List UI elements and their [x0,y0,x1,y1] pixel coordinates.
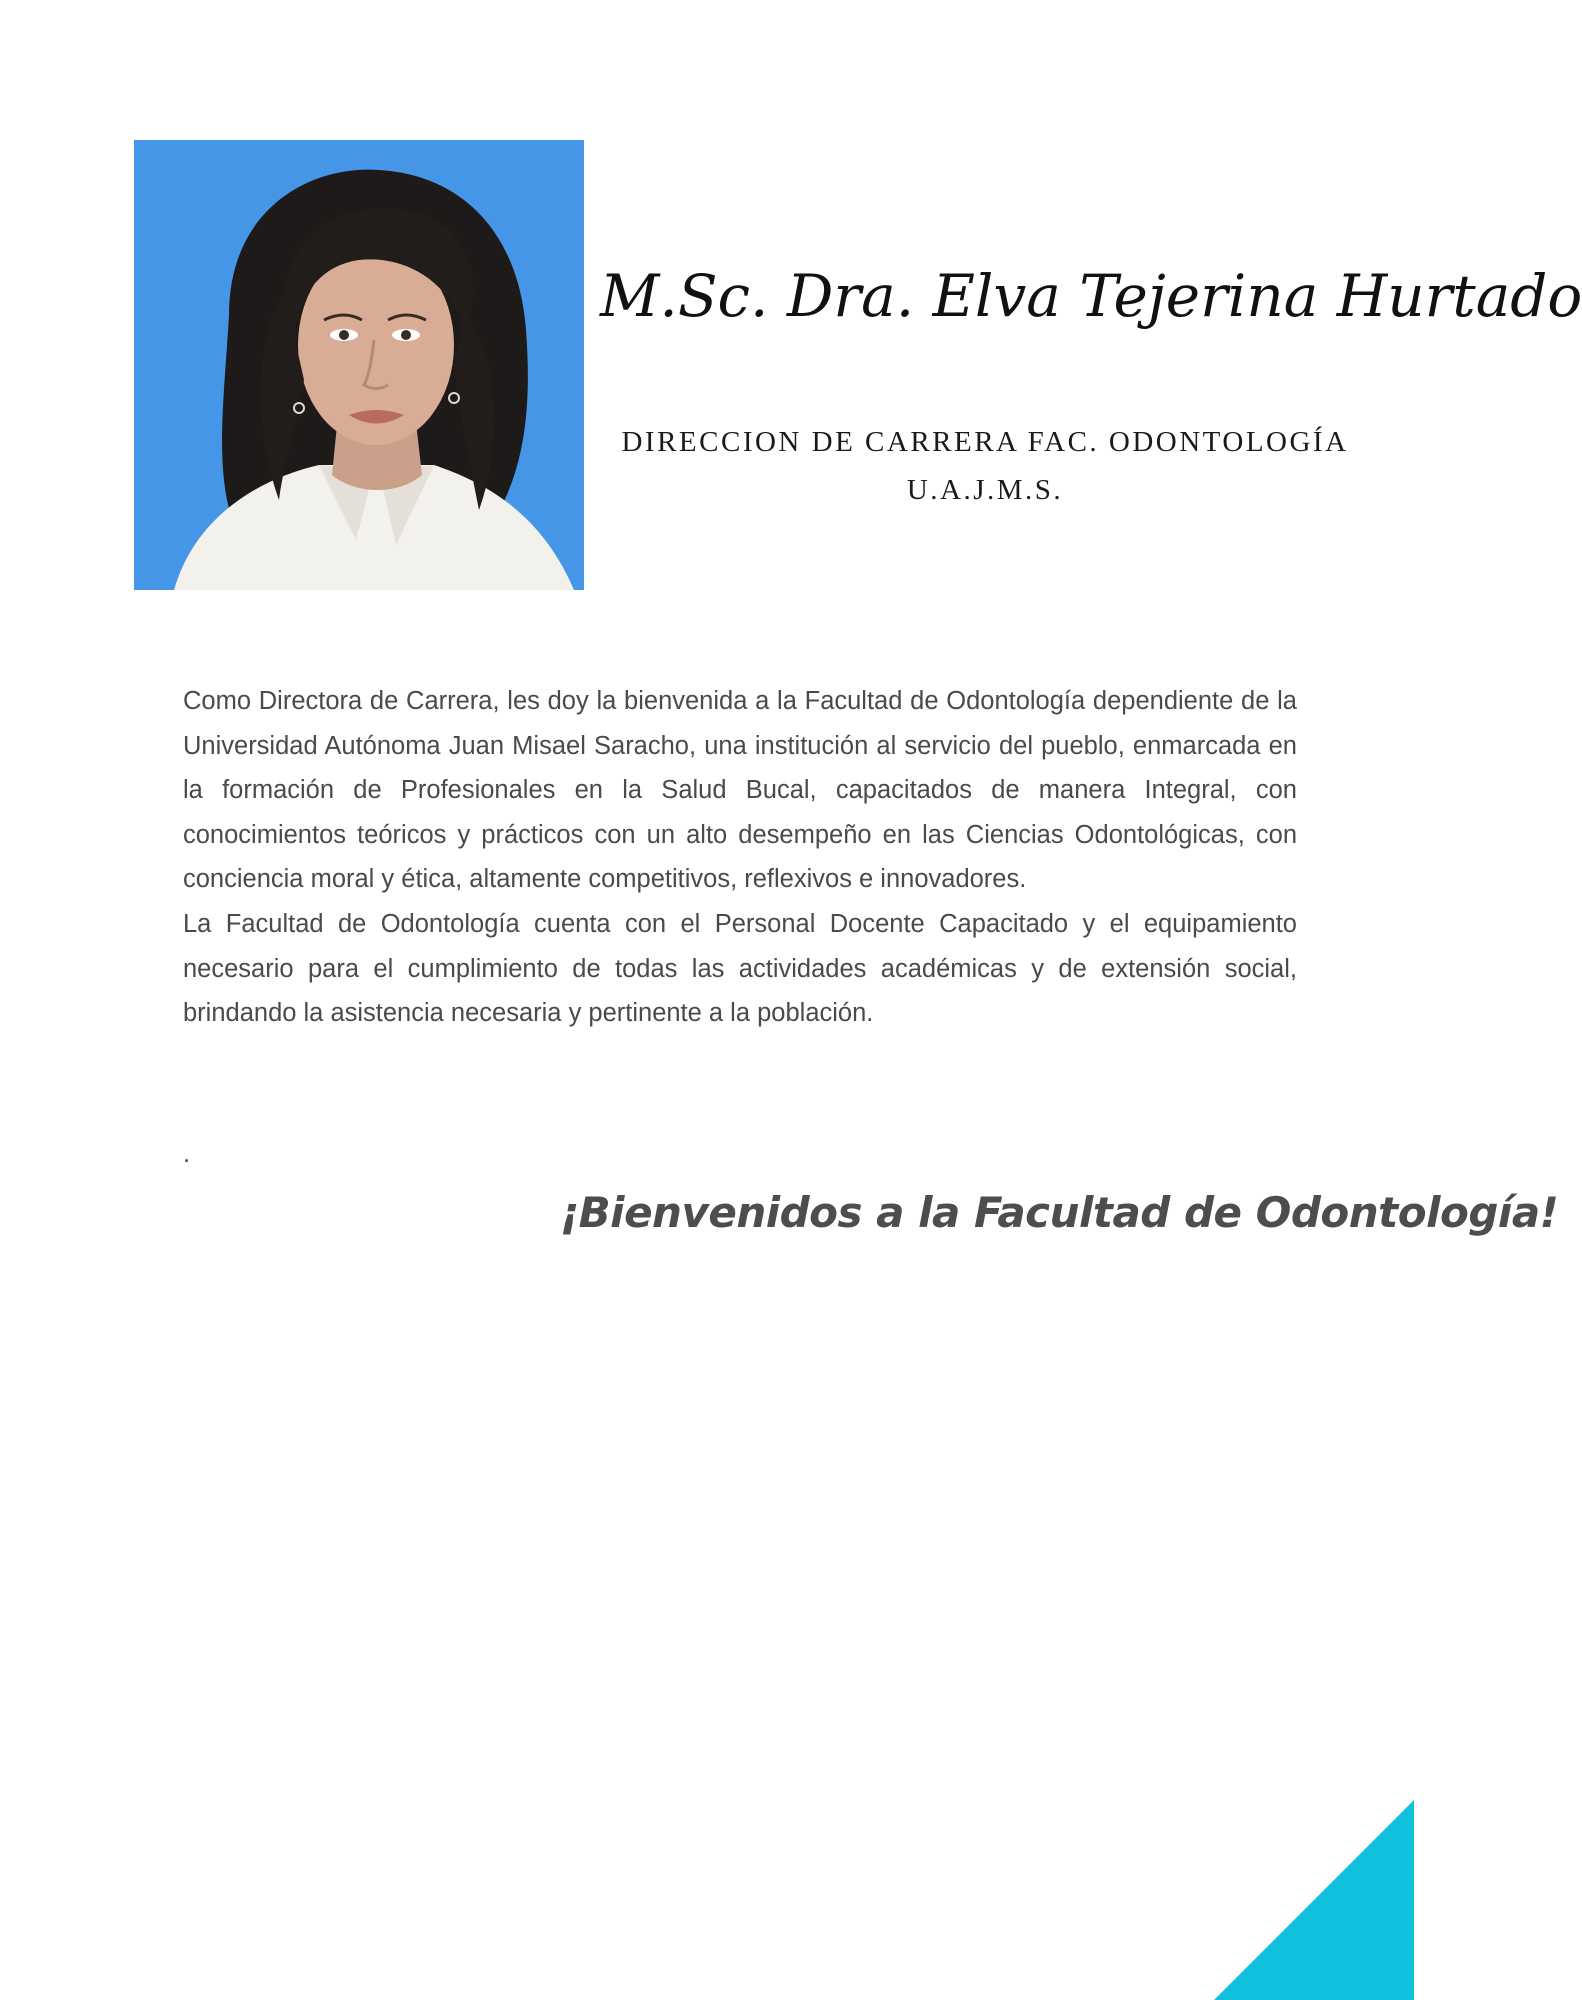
separator-dot: . [183,1138,191,1168]
corner-accent-shape [1214,1800,1414,2000]
message-paragraph-2: La Facultad de Odontología cuenta con el Personal Docente Capacitado y el equipamiento necesario para el cumplimiento de todas las actividades académicas y de extensión social, brindando la asistencia necesaria y pertinente a la población. [183,909,1297,1028]
role-title: DIRECCION DE CARRERA FAC. ODONTOLOGÍA [621,426,1349,458]
portrait-illustration [134,140,584,590]
welcome-message [183,679,1297,1036]
profile-name: M.Sc. Dra. Elva Tejerina Hurtado [600,262,1582,330]
welcome-heading: ¡Bienvenidos a la Facultad de Odontología! [560,1188,1559,1237]
profile-role [590,418,1380,514]
corner-accent-triangle [1214,1800,1414,2000]
message-paragraph-1: Como Directora de Carrera, les doy la bienvenida a la Facultad de Odontología dependiente de la Universidad Autónoma Juan Misael Saracho, una institución al servicio del pueblo, enmarcada en la formación de Profesionales en la Salud Bucal, capacitados de manera Integral, con conocimientos teóricos y prácticos con un alto desempeño en las Ciencias Odontológicas, con conciencia moral y ética, altamente competitivos, reflexivos e innovadores. [183,687,1297,894]
profile-photo [134,140,584,590]
role-institution: U.A.J.M.S. [906,474,1064,506]
